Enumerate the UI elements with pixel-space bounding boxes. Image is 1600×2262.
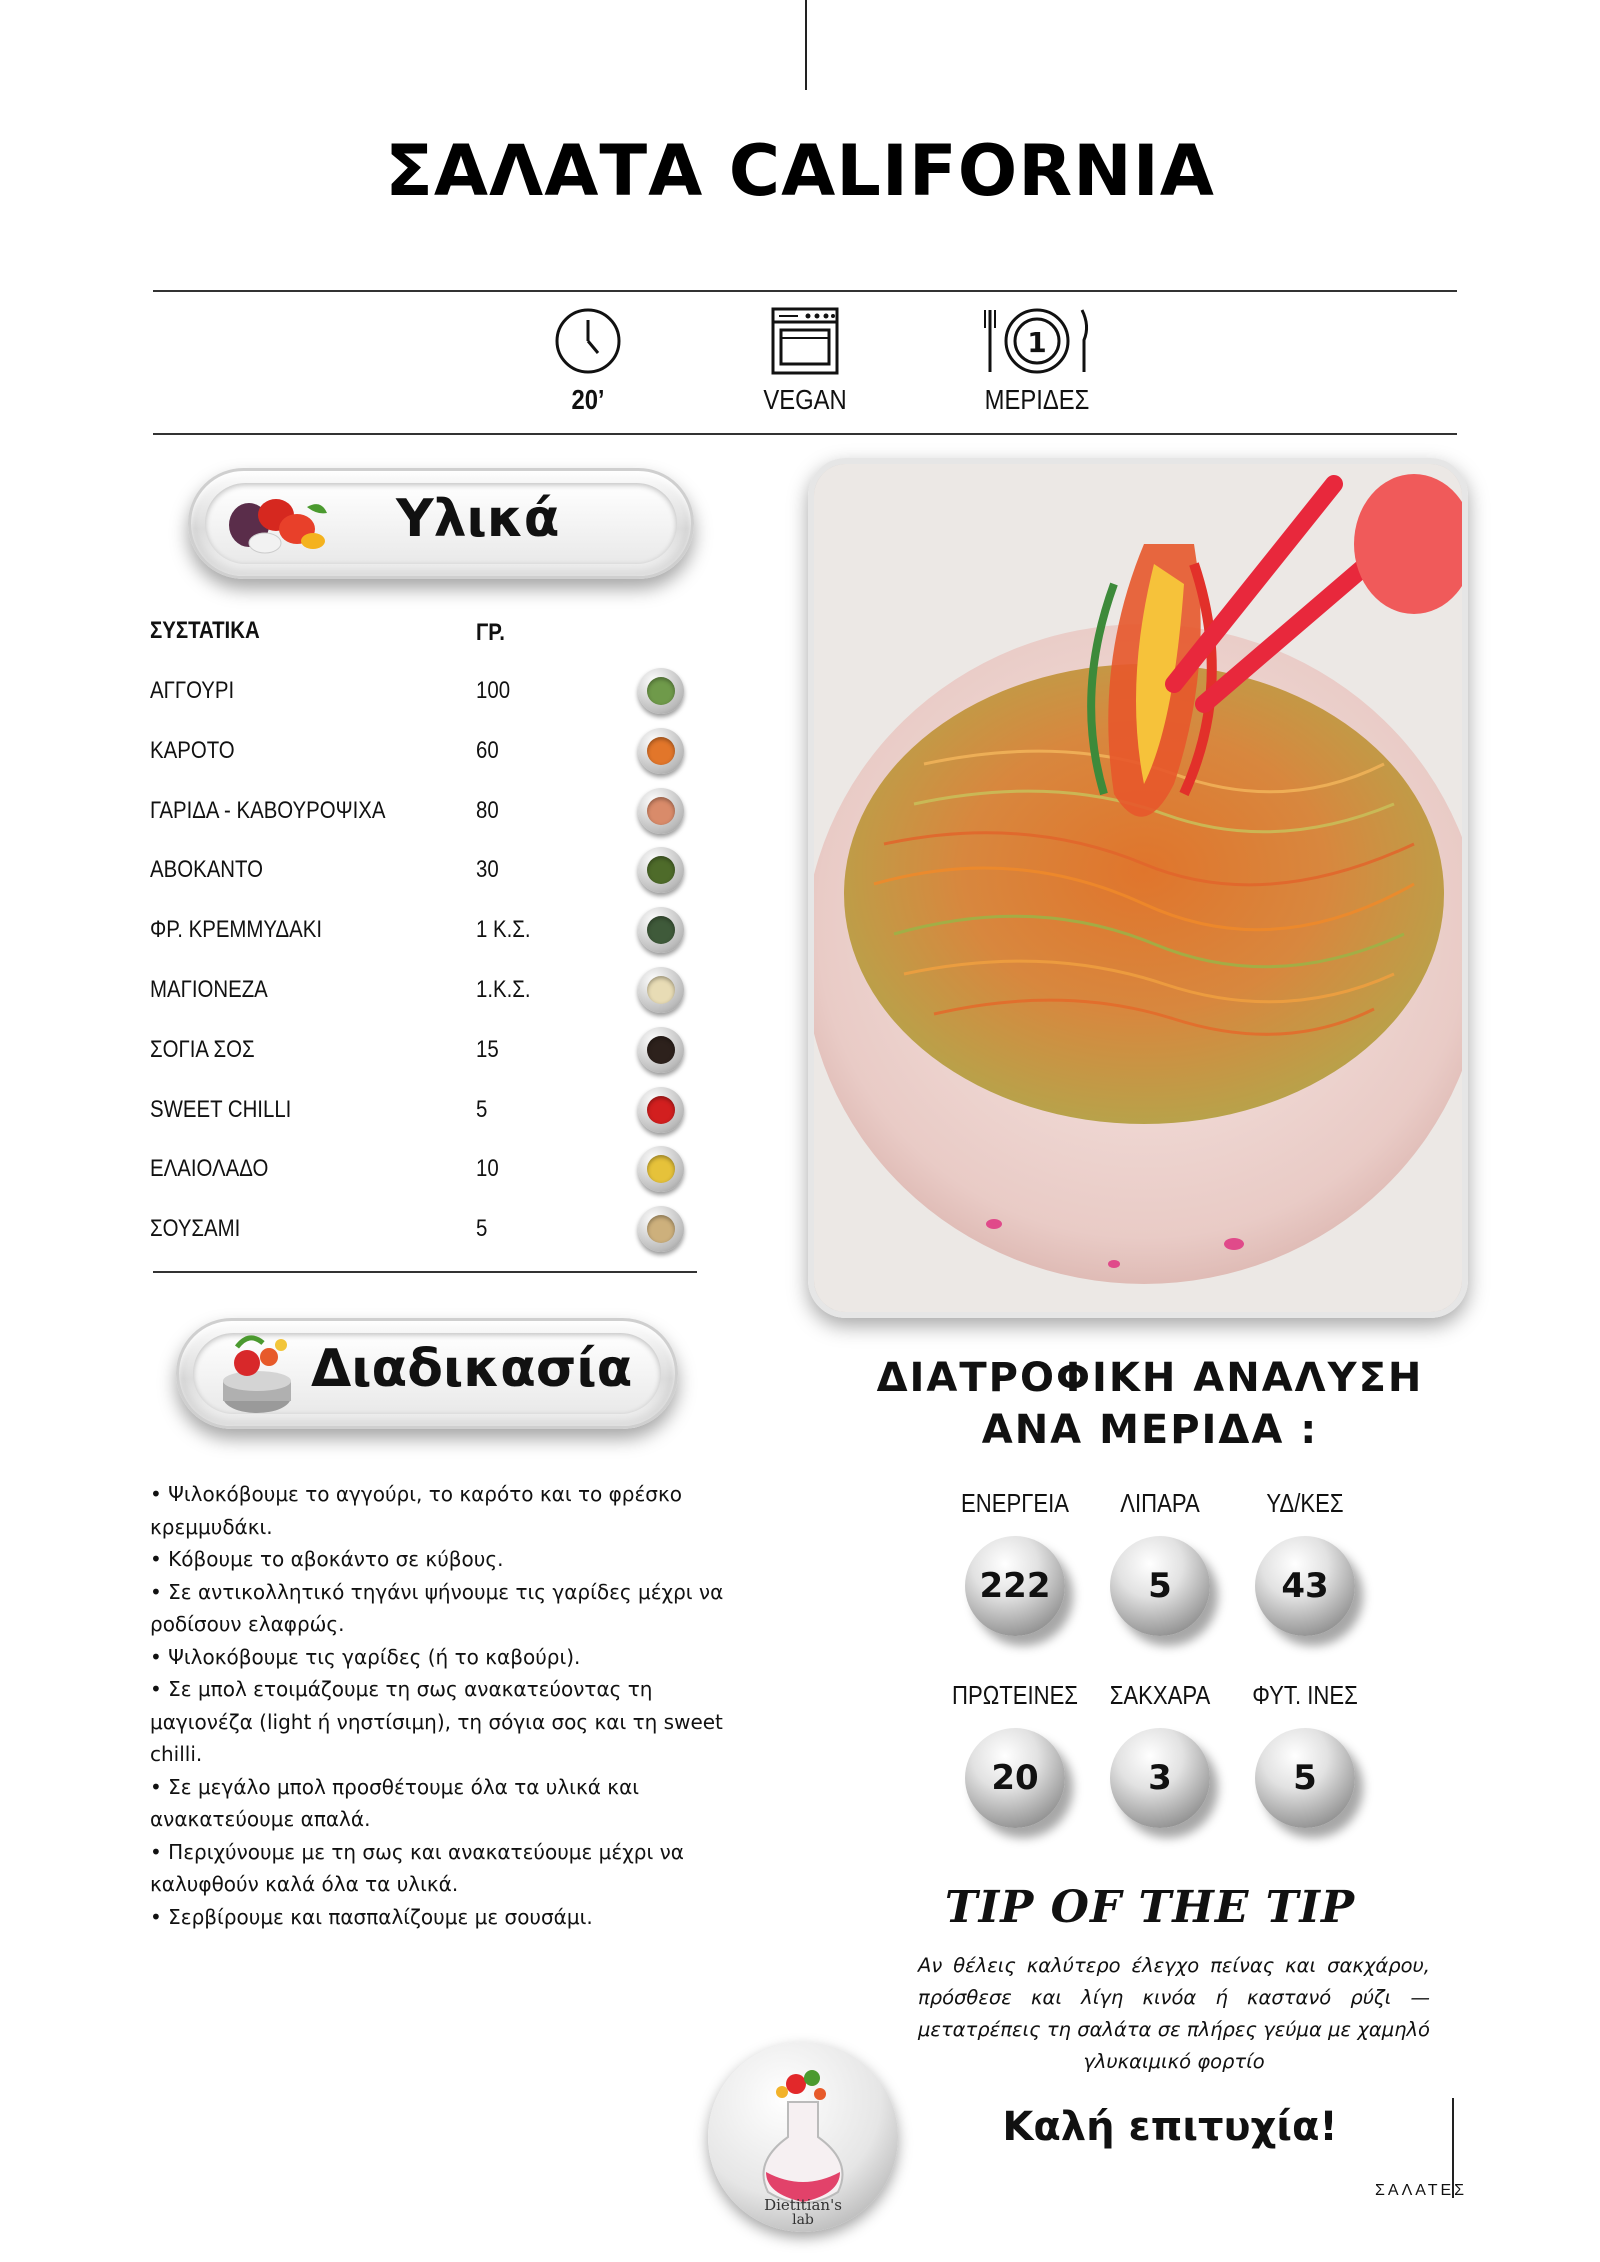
nutrient-value: 43 (1255, 1536, 1355, 1636)
ingredient-qty: 100 (476, 677, 511, 704)
cooking-pot-icon (207, 1327, 307, 1419)
col-grams: ΓΡ. (476, 619, 505, 646)
meta-servings (937, 306, 1137, 416)
tip-title: TIP OF THE TIP (944, 1882, 1356, 1933)
ingredient-name: ΑΒΟΚΑΝΤΟ (150, 856, 263, 884)
process-step: • Κόβουμε το αβοκάντο σε κύβους. (150, 1547, 504, 1571)
sesame-icon (638, 1206, 684, 1252)
nutrient-label: ΣΑΚΧΑΡΑ (1109, 1680, 1211, 1710)
ingredient-name: SWEET CHILLI (150, 1095, 292, 1123)
ingredient-name: ΣΟΓΙΑ ΣΟΣ (150, 1035, 255, 1063)
time-label: 20’ (571, 384, 605, 415)
ingredients-header-pill (188, 468, 694, 579)
ingredient-name: ΦΡ. ΚΡΕΜΜΥΔΑΚΙ (150, 916, 323, 944)
page-title: ΣΑΛΑΤΑ CALIFORNIA (385, 130, 1215, 212)
process-step: • Σε μεγάλο μπολ προσθέτουμε όλα τα υλικά και ανακατεύουμε απαλά. (150, 1774, 640, 1831)
nutrient-value: 5 (1255, 1728, 1355, 1828)
process-step: • Περιχύνουμε με τη σως και ανακατεύουμε μέχρι να καλυφθούν καλά όλα τα υλικά. (150, 1839, 684, 1896)
cucumber-icon (638, 668, 684, 714)
nutrient-label: ΦΥΤ. ΙΝΕΣ (1252, 1680, 1358, 1710)
nutrient-label: ΠΡΩΤΕΙΝΕΣ (952, 1680, 1078, 1710)
salad-bowl-image (814, 464, 1462, 1312)
process-steps (150, 1478, 740, 1933)
ingredient-qty: 10 (476, 1155, 499, 1183)
footer-section-label: ΣΑΛΑΤΕΣ (1375, 2182, 1468, 2199)
nutrient-value: 20 (965, 1728, 1065, 1828)
process-step: • Ψιλοκόβουμε τις γαρίδες (ή το καβούρι). (150, 1644, 581, 1669)
oven-icon (770, 306, 840, 376)
ingredient-qty: 80 (476, 796, 499, 824)
dietitians-lab-logo (708, 2042, 898, 2232)
ingredient-qty: 15 (476, 1035, 499, 1063)
process-header-pill (176, 1318, 678, 1429)
nutrition-title-line2: ΑΝΑ ΜΕΡΙΔΑ : (981, 1407, 1319, 1453)
nutrient-label: ΕΝΕΡΓΕΙΑ (961, 1488, 1069, 1518)
ingredient-qty: 1 Κ.Σ. (476, 916, 531, 944)
ingredient-name: ΣΟΥΣΑΜΙ (150, 1215, 241, 1243)
meta-diet (705, 306, 905, 416)
nutrient-value: 3 (1110, 1728, 1210, 1828)
process-step: • Σε αντικολλητικό τηγάνι ψήνουμε τις γαρίδες μέχρι να ροδίσουν ελαφρώς. (150, 1579, 724, 1636)
logo-text-line2: lab (792, 2212, 814, 2228)
nutrient-label: ΛΙΠΑΡΑ (1120, 1488, 1200, 1518)
salad-photo (808, 458, 1468, 1318)
ingredient-name: ΚΑΡΟΤΟ (150, 736, 235, 764)
top-divider (805, 0, 807, 90)
carrot-icon (638, 728, 684, 774)
soy-sauce-icon (638, 1027, 684, 1073)
nutrient-value: 222 (965, 1536, 1065, 1636)
spring-onion-icon (638, 907, 684, 953)
tip-text: Αν θέλεις καλύτερο έλεγχο πείνας και σακχάρου, πρόσθεσε και λίγη κινόα ή καστανό ρύζι — μετατρέπεις τη σαλάτα σε πλήρες γεύμα με χαμηλό γλυκαιμικό φορτίο (918, 1954, 1430, 2073)
chilli-sauce-icon (638, 1087, 684, 1133)
vegetables-icon (221, 485, 331, 563)
ingredients-bottom-rule (153, 1271, 697, 1273)
diet-label: VEGAN (763, 384, 847, 415)
ingredient-name: ΑΓΓΟΥΡΙ (150, 677, 235, 704)
process-step: • Σερβίρουμε και πασπαλίζουμε με σουσάμι. (150, 1904, 593, 1929)
good-luck-text: Καλή επιτυχία! (1002, 2104, 1338, 2150)
ingredient-qty: 1.Κ.Σ. (476, 976, 531, 1003)
col-ingredients: ΣΥΣΤΑΤΙΚΑ (150, 617, 260, 644)
mayonnaise-icon (638, 967, 684, 1013)
nutrient-value: 5 (1110, 1536, 1210, 1636)
process-step: • Ψιλοκόβουμε το αγγούρι, το καρότο και το φρέσκο κρεμμυδάκι. (150, 1482, 683, 1539)
logo-text-line1: Dietitian's (764, 2196, 842, 2214)
clock-icon (553, 306, 623, 376)
nutrient-label: ΥΔ/ΚΕΣ (1266, 1488, 1344, 1518)
process-step: • Σε μπολ ετοιμάζουμε τη σως ανακατεύοντας τη μαγιονέζα (light ή νηστίσιμη), τη σόγια σος και τη sweet chilli. (150, 1677, 723, 1766)
process-header-text: Διαδικασία (311, 1339, 633, 1399)
ingredient-name: ΕΛΑΙΟΛΑΔΟ (150, 1155, 269, 1183)
meta-time (488, 306, 688, 416)
ingredient-name: ΓΑΡΙΔΑ - ΚΑΒΟΥΡΟΨΙΧΑ (150, 796, 386, 824)
olive-oil-icon (638, 1146, 684, 1192)
ingredient-name: ΜΑΓΙΟΝΕΖΑ (150, 976, 268, 1003)
ingredient-qty: 30 (476, 856, 499, 884)
ingredient-qty: 5 (476, 1095, 488, 1123)
meta-bottom-rule (153, 433, 1457, 435)
ingredients-header-text: Υλικά (396, 489, 560, 549)
nutrition-title-line1: ΔΙΑΤΡΟΦΙΚΗ ΑΝΑΛΥΣΗ (876, 1355, 1424, 1401)
plate-icon (982, 306, 1092, 376)
servings-count: 1 (1027, 326, 1047, 359)
avocado-icon (638, 847, 684, 893)
shrimp-icon (638, 788, 684, 834)
meta-top-rule (153, 290, 1457, 292)
ingredient-qty: 5 (476, 1215, 488, 1243)
ingredient-qty: 60 (476, 736, 499, 764)
flask-logo-icon (708, 2042, 898, 2232)
servings-label: ΜΕΡΙΔΕΣ (984, 384, 1090, 415)
